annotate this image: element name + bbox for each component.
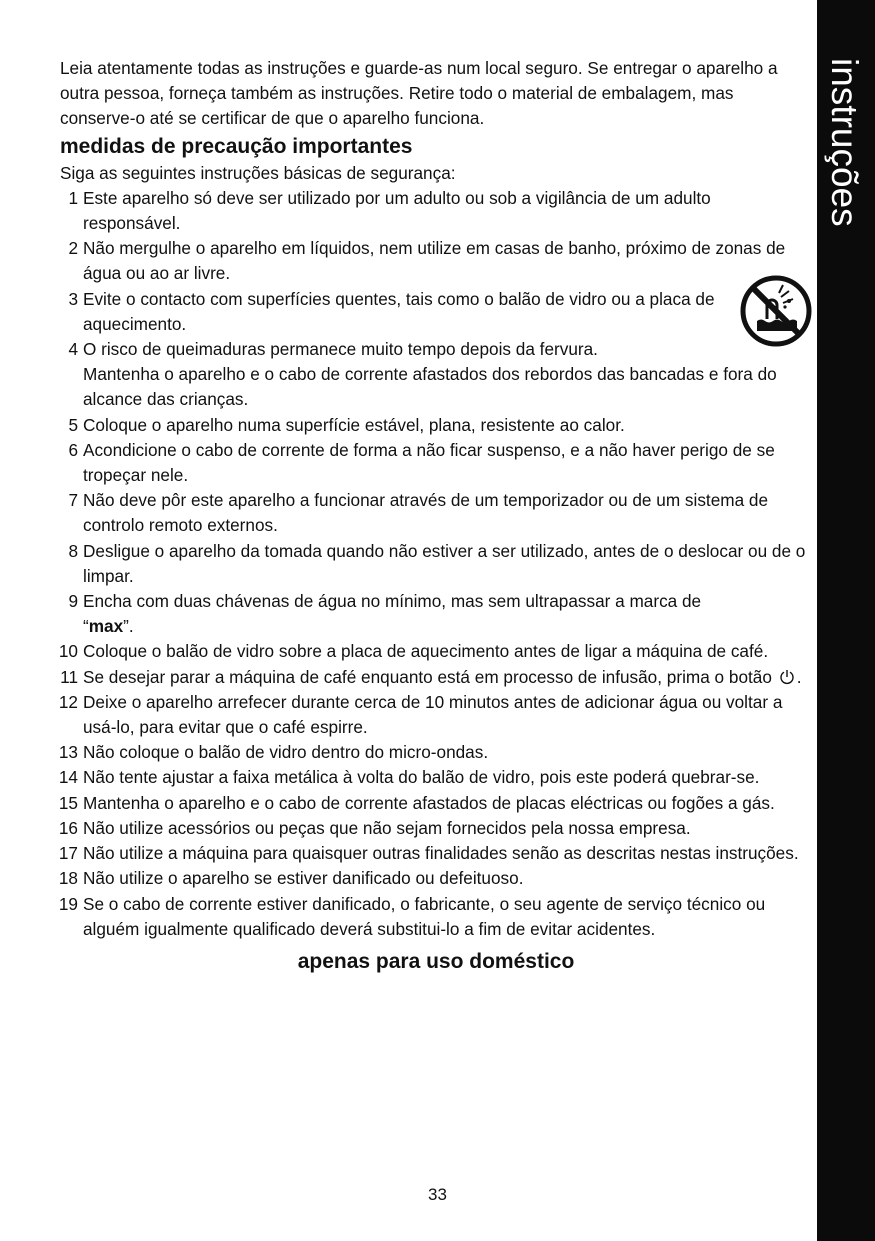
list-item: 6 Acondicione o cabo de corrente de forma a não ficar suspenso, e a não haver perigo de se tropeçar nele. (68, 439, 775, 486)
list-item: 10 Coloque o balão de vidro sobre a placa de aquecimento antes de ligar a máquina de café. (58, 641, 769, 662)
sidebar-tab (817, 0, 875, 1241)
safety-list (60, 186, 812, 942)
list-item: 1 Este aparelho só deve ser utilizado por um adulto ou sob a vigilância de um adulto responsável. (68, 187, 711, 234)
list-item: 15 Mantenha o aparelho e o cabo de corrente afastados de placas eléctricas ou fogões a gás. (58, 792, 775, 813)
list-item: 4 O risco de queimaduras permanece muito tempo depois da fervura. Mantenha o aparelho e o cabo de corrente afastados dos rebordos das bancadas e fora do alcance das crianças. (68, 339, 777, 410)
list-item: 9 Encha com duas chávenas de água no mínimo, mas sem ultrapassar a marca de “max”. (68, 591, 702, 637)
list-item: 13 Não coloque o balão de vidro dentro do micro-ondas. (58, 742, 489, 763)
list-item: 17 Não utilize a máquina para quaisquer outras finalidades senão as descritas nestas instruções. (58, 843, 799, 864)
list-item: 18 Não utilize o aparelho se estiver danificado ou defeituoso. (58, 868, 524, 889)
list-item: 5 Coloque o aparelho numa superfície estável, plana, resistente ao calor. (68, 414, 625, 435)
max-mark: max (88, 616, 124, 637)
list-item: 7 Não deve pôr este aparelho a funcionar através de um temporizador ou de um sistema de controlo remoto externos. (68, 490, 769, 536)
section-heading: medidas de precaução importantes (60, 134, 413, 158)
list-item: 19 Se o cabo de corrente estiver danificado, o fabricante, o seu agente de serviço técnico ou alguém igualmente qualificado deverá substitui-lo a fim de evitar acidentes. (58, 893, 766, 939)
sidebar-label: instruções (824, 58, 865, 227)
page-content (60, 56, 812, 976)
page-number: 33 (428, 1185, 447, 1204)
footer-note: apenas para uso doméstico (297, 949, 575, 973)
list-item: 12 Deixe o aparelho arrefecer durante cerca de 10 minutos antes de adicionar água ou voltar a usá-lo, para evitar que o café espirre. (58, 691, 783, 738)
list-item: 2 Não mergulhe o aparelho em líquidos, nem utilize em casas de banho, próximo de zonas de água ou ao ar livre. (68, 238, 786, 284)
list-item: 14 Não tente ajustar a faixa metálica à volta do balão de vidro, pois este poderá quebrar-se. (58, 767, 760, 788)
list-item: 3 Evite o contacto com superfícies quentes, tais como o balão de vidro ou a placa de aquecimento. (68, 288, 715, 334)
intro-paragraph: Leia atentamente todas as instruções e guarde-as num local seguro. Se entregar o aparelho a outra pessoa, forneça também as instruções. Retire todo o material de embalagem, mas conserve-o até se certificar de que o aparelho funciona. (60, 58, 778, 129)
power-icon (779, 669, 795, 685)
list-item: 16 Não utilize acessórios ou peças que não sejam fornecidos pela nossa empresa. (58, 817, 691, 838)
list-item: 8 Desligue o aparelho da tomada quando não estiver a ser utilizado, antes de o deslocar ou de o limpar. (68, 540, 806, 586)
list-item: 11 Se desejar parar a máquina de café enquanto está em processo de infusão, prima o botão . (60, 666, 802, 687)
lead-sentence: Siga as seguintes instruções básicas de segurança: (60, 162, 456, 183)
